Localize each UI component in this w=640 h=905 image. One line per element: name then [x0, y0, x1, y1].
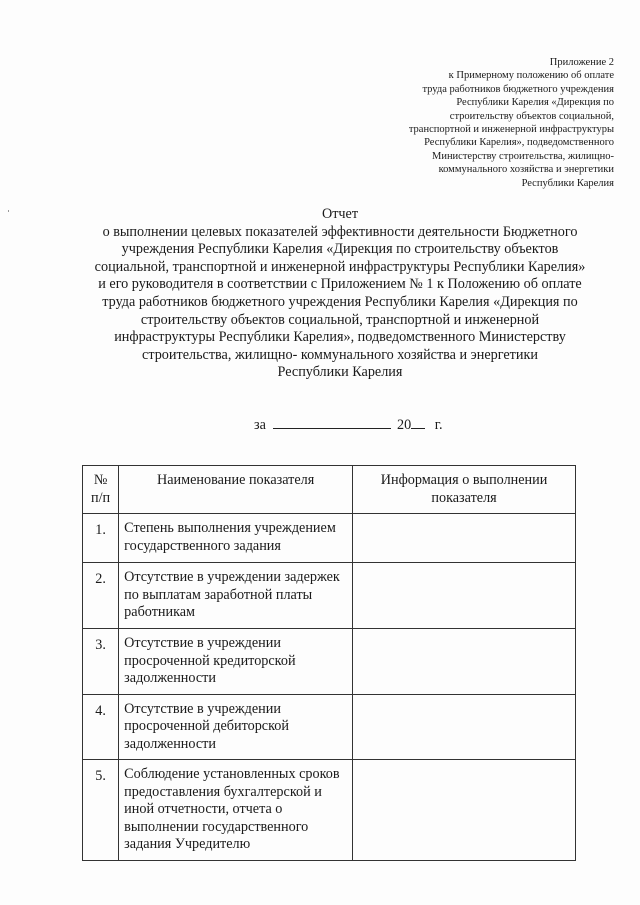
appendix-line: Министерству строительства, жилищно- [431, 150, 614, 162]
title-line: строительства, жилищно- коммунального хозяйства и энергетики [142, 346, 538, 363]
period-suffix: г. [434, 417, 443, 433]
row-info-cell[interactable] [353, 760, 576, 861]
appendix-note [354, 56, 614, 190]
report-heading: Отчет [321, 206, 359, 222]
row-info-cell[interactable] [353, 694, 576, 760]
appendix-line: Республики Карелия [521, 177, 614, 189]
header-info: Информация о выполнении показателя [353, 466, 576, 514]
scan-mark [8, 210, 9, 212]
period-year-blank-field[interactable] [411, 416, 425, 429]
row-number: 3. [83, 629, 119, 695]
row-indicator-name: Отсутствие в учреждении просроченной дебиторской задолженности [119, 694, 353, 760]
row-info-cell[interactable] [353, 514, 576, 563]
header-num: № п/п [83, 466, 119, 514]
header-name: Наименование показателя [119, 466, 353, 514]
table-row [83, 760, 576, 861]
appendix-line: Республики Карелия», подведомственного [424, 137, 614, 149]
row-indicator-name: Соблюдение установленных сроков предоставления бухгалтерской и иной отчетности, отчета о выполнении государственного задания Учредителю [119, 760, 353, 861]
row-number: 1. [83, 514, 119, 563]
appendix-line: труда работников бюджетного учреждения [422, 83, 614, 95]
row-indicator-name: Отсутствие в учреждении просроченной кредиторской задолженности [119, 629, 353, 695]
appendix-line: Республики Карелия «Дирекция по [456, 97, 614, 109]
period-blank-field[interactable] [273, 416, 391, 429]
title-line: учреждения Республики Карелия «Дирекция по строительству объектов [121, 241, 559, 258]
title-line: о выполнении целевых показателей эффективности деятельности Бюджетного [102, 223, 578, 240]
appendix-line: к Примерному положению об оплате [448, 70, 614, 82]
appendix-line: Приложение 2 [549, 57, 614, 68]
row-indicator-name: Отсутствие в учреждении задержек по выплатам заработной платы работникам [119, 563, 353, 629]
row-info-cell[interactable] [353, 629, 576, 695]
title-line: Республики Карелия [277, 364, 403, 381]
row-indicator-name: Степень выполнения учреждением государственного задания [119, 514, 353, 563]
row-number: 2. [83, 563, 119, 629]
title-line: строительству объектов социальной, транспортной и инженерной [140, 311, 540, 328]
report-period [254, 416, 443, 434]
report-title [40, 206, 640, 382]
row-number: 5. [83, 760, 119, 861]
row-number: 4. [83, 694, 119, 760]
title-line: инфраструктуры Республики Карелия», подведомственного Министерству [114, 329, 566, 346]
period-year-prefix: 20 [397, 417, 412, 433]
table-row [83, 563, 576, 629]
table-row [83, 629, 576, 695]
appendix-line: транспортной и инженерной инфраструктуры [408, 124, 614, 136]
title-line: труда работников бюджетного учреждения Республики Карелия «Дирекция по [102, 293, 578, 310]
title-line: и его руководителя в соответствии с Приложением № 1 к Положению об оплате [98, 276, 582, 293]
appendix-line: коммунального хозяйства и энергетики [438, 164, 614, 176]
table-header-row [83, 466, 576, 514]
appendix-line: строительству объектов социальной, [449, 110, 614, 122]
title-line: социальной, транспортной и инженерной инфраструктуры Республики Карелия» [94, 258, 586, 275]
table-row [83, 514, 576, 563]
indicators-table [82, 465, 576, 861]
row-info-cell[interactable] [353, 563, 576, 629]
table-row [83, 694, 576, 760]
period-prefix: за [254, 417, 266, 433]
